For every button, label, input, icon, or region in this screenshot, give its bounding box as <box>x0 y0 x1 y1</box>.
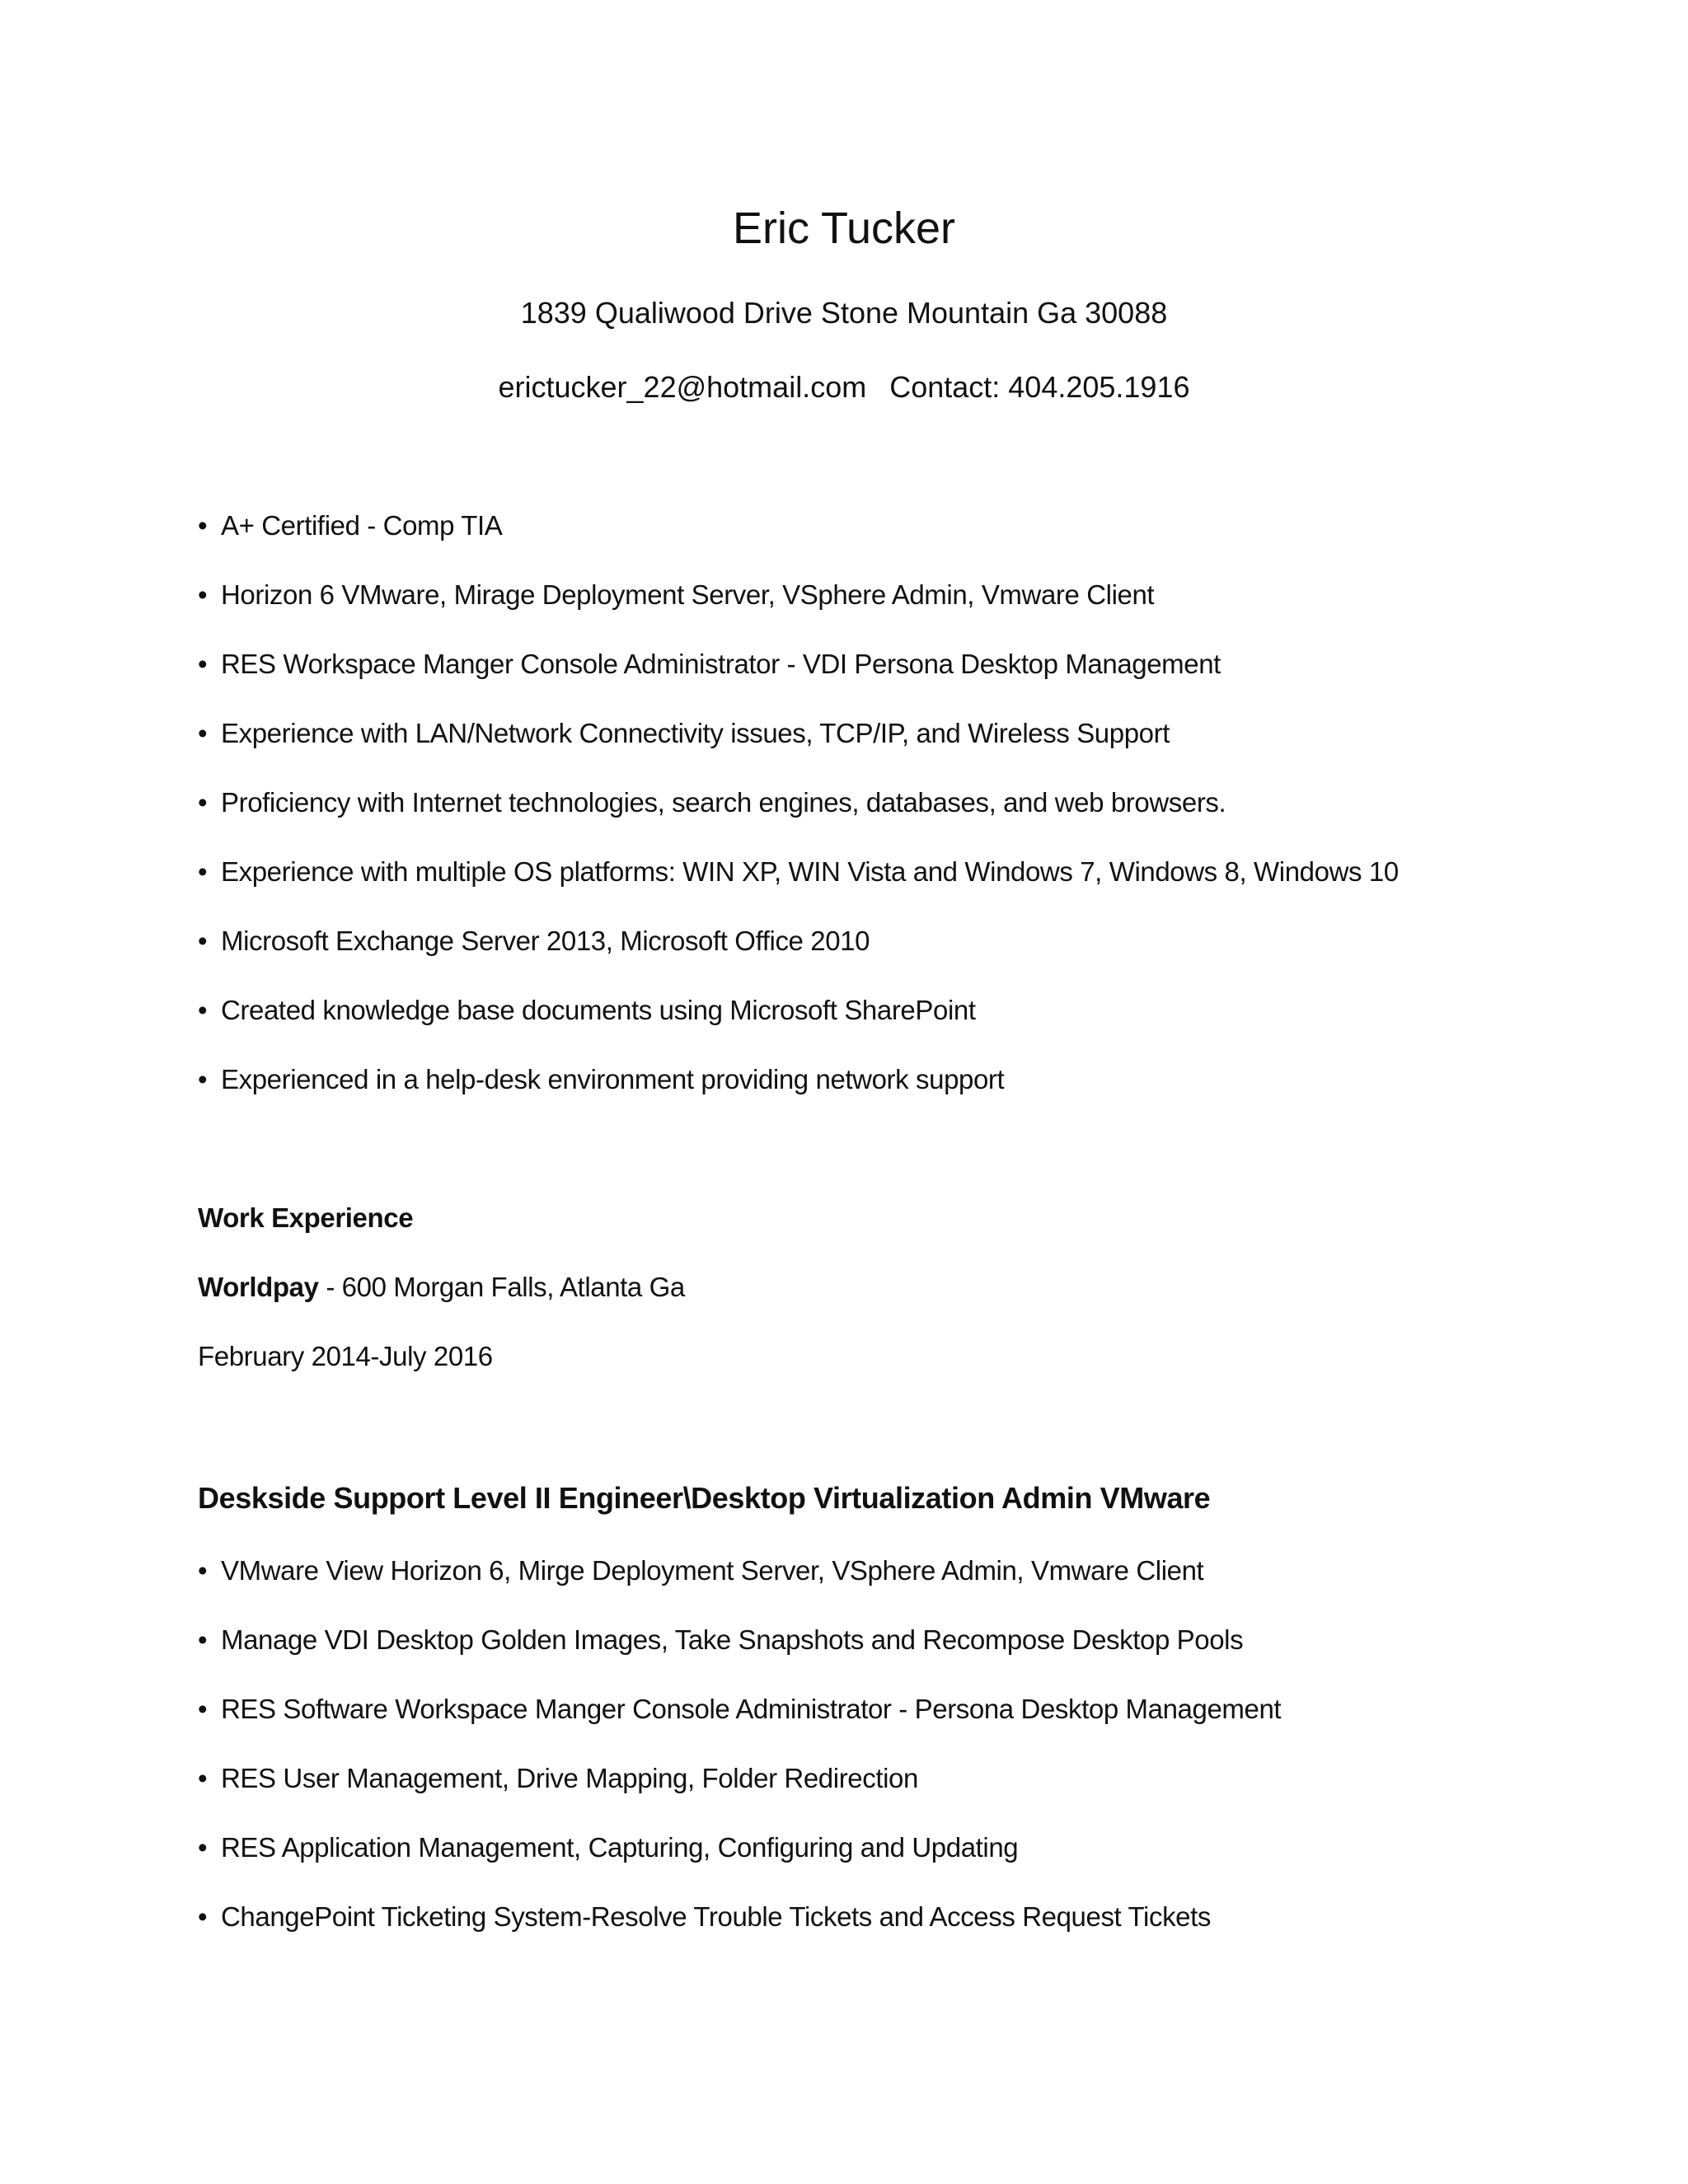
duty-text: RES Software Workspace Manger Console Administrator - Persona Desktop Management <box>221 1694 1282 1724</box>
duty-item <box>198 1691 1281 1727</box>
bullet-icon: • <box>198 510 208 541</box>
skill-item <box>198 577 1154 613</box>
email-text: erictucker_22@hotmail.com <box>498 370 867 404</box>
duty-item <box>198 1830 1018 1866</box>
skill-text: Microsoft Exchange Server 2013, Microsoft Office 2010 <box>221 926 870 956</box>
skill-text: Experience with multiple OS platforms: WIN XP, WIN Vista and Windows 7, Windows 8, Windows 10 <box>221 856 1399 887</box>
duty-text: RES User Management, Drive Mapping, Folder Redirection <box>221 1763 918 1793</box>
bullet-icon: • <box>198 1763 208 1793</box>
duty-item <box>198 1553 1203 1589</box>
duty-text: Manage VDI Desktop Golden Images, Take Snapshots and Recompose Desktop Pools <box>221 1624 1244 1655</box>
skill-text: RES Workspace Manger Console Administrator - VDI Persona Desktop Management <box>221 649 1221 679</box>
bullet-icon: • <box>198 926 208 956</box>
bullet-icon: • <box>198 1624 208 1655</box>
skill-text: Experience with LAN/Network Connectivity issues, TCP/IP, and Wireless Support <box>221 718 1170 748</box>
bullet-icon: • <box>198 787 208 818</box>
skill-item <box>198 854 1399 890</box>
employer-line <box>198 1269 685 1305</box>
employer-location: - 600 Morgan Falls, Atlanta Ga <box>318 1272 685 1302</box>
duty-item <box>198 1899 1211 1935</box>
skill-text: Proficiency with Internet technologies, search engines, databases, and web browsers. <box>221 787 1226 818</box>
skill-item <box>198 715 1170 752</box>
candidate-name: Eric Tucker <box>732 204 956 253</box>
bullet-icon: • <box>198 995 208 1025</box>
employer-name: Worldpay <box>198 1272 319 1302</box>
skill-text: Horizon 6 VMware, Mirage Deployment Server, VSphere Admin, Vmware Client <box>221 579 1155 610</box>
bullet-icon: • <box>198 1064 208 1094</box>
duty-text: VMware View Horizon 6, Mirge Deployment Server, VSphere Admin, Vmware Client <box>221 1555 1204 1586</box>
skill-text: Experienced in a help-desk environment providing network support <box>221 1064 1005 1094</box>
skill-text: Created knowledge base documents using Microsoft SharePoint <box>221 995 976 1025</box>
bullet-icon: • <box>198 718 208 748</box>
duty-item <box>198 1622 1243 1658</box>
skill-item <box>198 646 1221 682</box>
skill-text: A+ Certified - Comp TIA <box>221 510 503 541</box>
bullet-icon: • <box>198 1832 208 1863</box>
duty-text: RES Application Management, Capturing, Configuring and Updating <box>221 1832 1019 1863</box>
skill-item <box>198 923 870 959</box>
bullet-icon: • <box>198 1901 208 1932</box>
phone-text: Contact: 404.205.1916 <box>889 370 1190 404</box>
skill-item <box>198 1062 1004 1098</box>
skill-item <box>198 992 976 1029</box>
duty-item <box>198 1760 918 1797</box>
work-experience-heading: Work Experience <box>198 1202 414 1233</box>
bullet-icon: • <box>198 649 208 679</box>
contact-line <box>0 368 1688 407</box>
employment-dates: February 2014-July 2016 <box>198 1341 493 1371</box>
candidate-address: 1839 Qualiwood Drive Stone Mountain Ga 30088 <box>520 296 1168 330</box>
bullet-icon: • <box>198 1694 208 1724</box>
bullet-icon: • <box>198 579 208 610</box>
skill-item <box>198 785 1226 821</box>
duty-text: ChangePoint Ticketing System-Resolve Trouble Tickets and Access Request Tickets <box>221 1901 1211 1932</box>
bullet-icon: • <box>198 856 208 887</box>
bullet-icon: • <box>198 1555 208 1586</box>
job-title: Deskside Support Level II Engineer\Desktop Virtualization Admin VMware <box>198 1481 1211 1515</box>
skill-item <box>198 508 502 544</box>
